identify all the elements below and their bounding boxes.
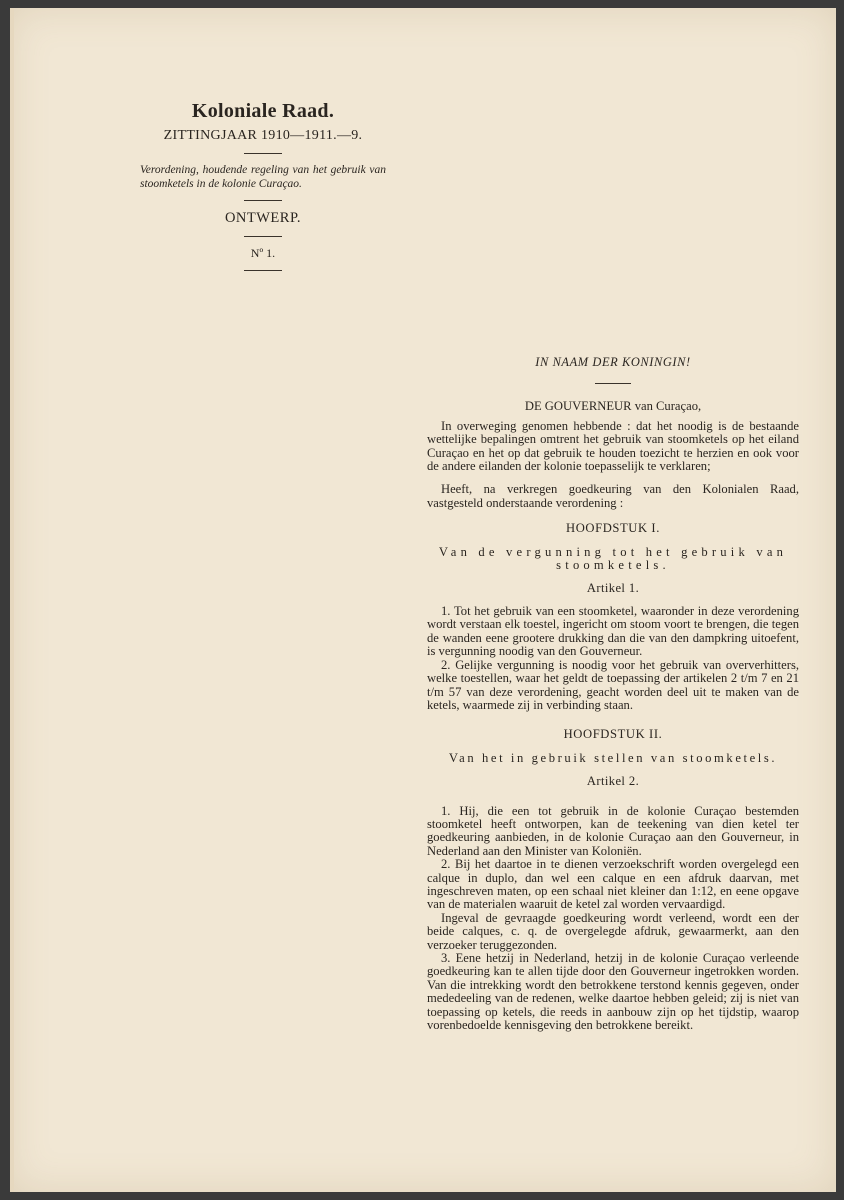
- article-paragraph: Ingeval de gevraagde goedkeuring wordt verleend, wordt een der beide calques, c. q. de overgelegde afdruk, gewaarmerkt, aan den verzoeker teruggezonden.: [427, 910, 799, 952]
- article-heading: Artikel 1.: [586, 580, 640, 595]
- article-paragraph: 1. Hij, die een tot gebruik in de kolonie Curaçao bestemden stoomketel heeft ontworpen, kan de teekening van dien ketel ter goedkeuring aanbieden, in de kolonie Curaçao aan den Gouverneur, in Nederland aan den Minister van Koloniën.: [427, 803, 799, 858]
- ordinance-text: [427, 356, 799, 1032]
- divider: [244, 236, 282, 237]
- article-paragraph: 2. Gelijke vergunning is noodig voor het gebruik van oververhitters, welke toestellen, waar het geldt de toepassing der artikelen 2 t/m 7 en 21 t/m 57 van deze verordening, geacht worden deel uit te maken van de ketels, waarmede zij in verbinding staan.: [427, 657, 799, 712]
- article-paragraph: 3. Eene hetzij in Nederland, hetzij in de kolonie Curaçao verleende goedkeuring kan te allen tijde door den Gouverneur ingetrokken worden. Van die intrekking wordt den betrokkene terstond kennis gegeven, onder mededeeling van de redenen, welke daartoe hebben geleid; zij is niet van toepassing op ketels, die reeds in aanbouw zijn op het tijdstip, waarop vorenbedoelde kennisgeving den betrokkene bereikt.: [427, 951, 799, 1033]
- page-edge: [10, 8, 14, 1192]
- document-subtitle: Verordening, houdende regeling van het gebruik van stoomketels in de kolonie Curaçao.: [140, 164, 386, 190]
- divider: [595, 383, 631, 384]
- article-heading: Artikel 2.: [586, 774, 640, 789]
- invocation: IN NAAM DER KONINGIN!: [535, 355, 691, 369]
- document-header: [138, 100, 388, 280]
- council-title: Koloniale Raad.: [191, 100, 335, 122]
- decree-paragraph: Heeft, na verkregen goedkeuring van den Kolonialen Raad, vastgesteld onderstaande verordening :: [427, 482, 799, 510]
- chapter-heading: HOOFDSTUK II.: [563, 727, 663, 742]
- divider: [244, 200, 282, 201]
- chapter-title: Van de vergunning tot het gebruik van stoomketels.: [438, 544, 788, 572]
- document-page: [10, 8, 836, 1192]
- divider: [244, 270, 282, 271]
- session-year: ZITTINGJAAR 1910—1911.—9.: [163, 128, 363, 143]
- article-paragraph: 2. Bij het daartoe in te dienen verzoekschrift worden overgelegd een calque in duplo, dan wel een calque en een afdruk daarvan, met ingeschreven maten, op een schaal niet kleiner dan 1:12, en eene opgave van de materialen waaruit de ketel zal worden vervaardigd.: [427, 857, 799, 912]
- article-paragraph: 1. Tot het gebruik van een stoomketel, waaronder in deze verordening wordt verstaan elk toestel, ingericht om stoom voort te brengen, die tegen de wanden eene grootere drukking dan die van den dampkring uitoefent, is vergunning noodig van den Gouverneur.: [427, 604, 799, 659]
- preamble-paragraph: In overweging genomen hebbende : dat het noodig is de bestaande wettelijke bepalingen omtrent het gebruik van stoomketels op het eiland Curaçao en het op dat gebruik te houden toezicht te herzien en ook voor de andere eilanden der kolonie toepasselijk te verklaren;: [427, 418, 799, 474]
- governor-line: DE GOUVERNEUR van Curaçao,: [524, 399, 702, 414]
- chapter-heading: HOOFDSTUK I.: [566, 521, 660, 536]
- chapter-title: Van het in gebruik stellen van stoomketels.: [448, 750, 778, 765]
- divider: [244, 153, 282, 154]
- draft-label: ONTWERP.: [224, 210, 302, 226]
- document-number: Nº 1.: [250, 246, 276, 260]
